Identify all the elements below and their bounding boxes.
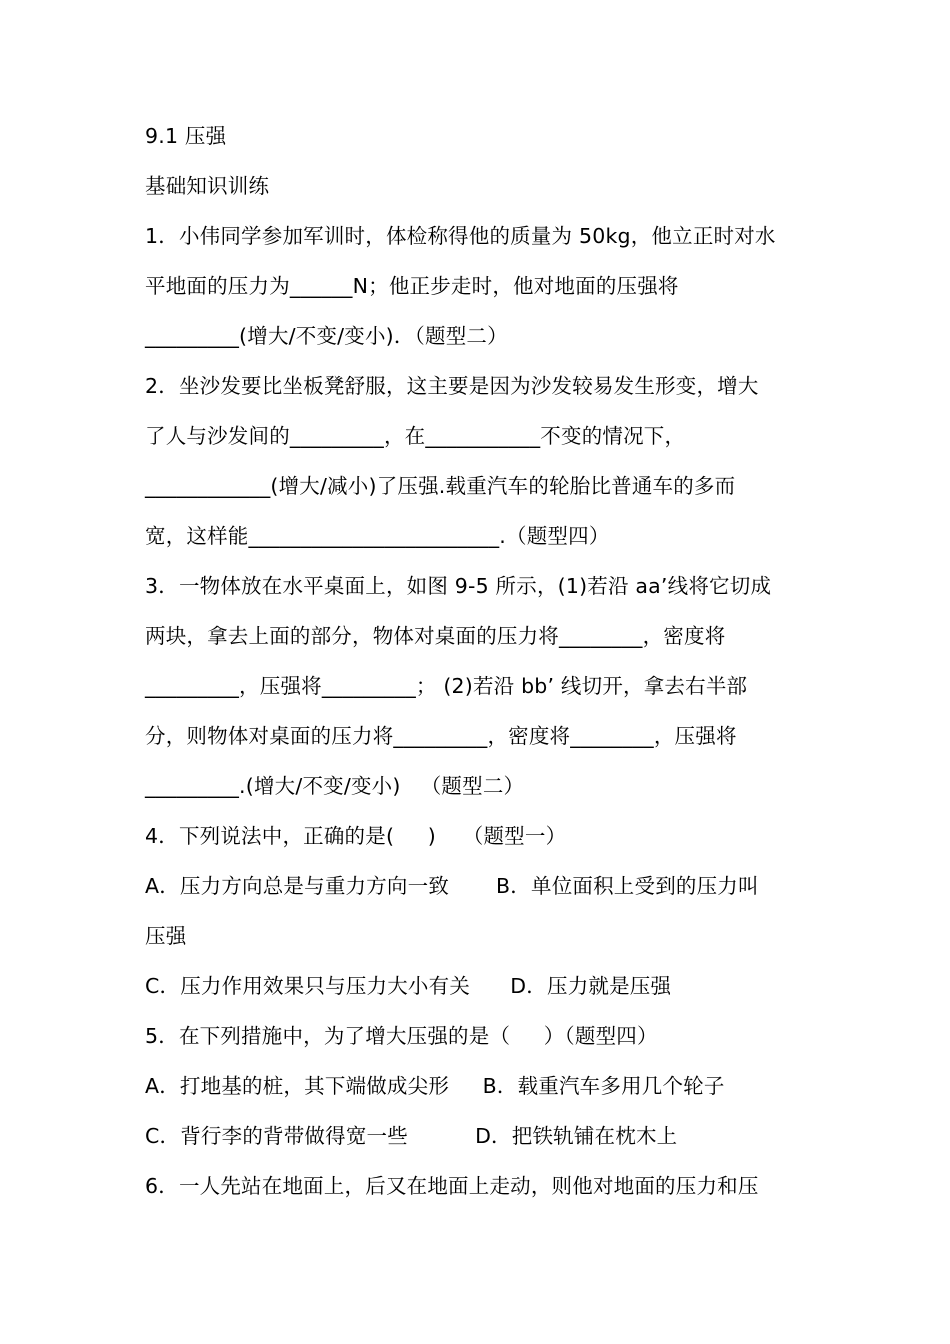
question-4-options-cd: C．压力作用效果只与压力大小有关 D．压力就是压强 xyxy=(145,974,672,998)
question-2-line-4: 宽，这样能________________________.（题型四） xyxy=(145,524,610,548)
question-5-options-cd: C．背行李的背带做得宽一些 D．把铁轨铺在枕木上 xyxy=(145,1124,678,1148)
document-title: 9.1 压强 xyxy=(145,124,227,148)
question-3-line-3: _________，压强将_________； (2)若沿 bb’ 线切开，拿去右半部 xyxy=(145,674,748,698)
question-2-line-2: 了人与沙发间的_________，在___________不变的情况下， xyxy=(145,424,686,448)
question-5-options-ab: A．打地基的桩，其下端做成尖形 B．载重汽车多用几个轮子 xyxy=(145,1074,725,1098)
question-4-options-ab: A．压力方向总是与重力方向一致 B．单位面积上受到的压力叫 xyxy=(145,874,759,898)
question-5-stem: 5．在下列措施中，为了增大压强的是（ ）（题型四） xyxy=(145,1024,658,1048)
question-4-option-b-cont: 压强 xyxy=(145,924,187,948)
section-heading: 基础知识训练 xyxy=(145,174,270,198)
question-2-line-1: 2．坐沙发要比坐板凳舒服，这主要是因为沙发较易发生形变，增大 xyxy=(145,374,759,398)
question-1-line-1: 1．小伟同学参加军训时，体检称得他的质量为 50kg，他立正时对水 xyxy=(145,224,776,248)
question-3-line-4: 分，则物体对桌面的压力将_________，密度将________，压强将 xyxy=(145,724,737,748)
question-4-stem: 4．下列说法中，正确的是( ) （题型一） xyxy=(145,824,567,848)
question-1-line-3: _________(增大/不变/变小)．（题型二） xyxy=(145,324,508,348)
question-3-line-2: 两块，拿去上面的部分，物体对桌面的压力将________，密度将 xyxy=(145,624,726,648)
question-3-line-1: 3．一物体放在水平桌面上，如图 9-5 所示，(1)若沿 aa’线将它切成 xyxy=(145,574,772,598)
question-6-stem: 6．一人先站在地面上，后又在地面上走动，则他对地面的压力和压 xyxy=(145,1174,759,1198)
question-1-line-2: 平地面的压力为______N；他正步走时，他对地面的压强将 xyxy=(145,274,679,298)
question-2-line-3: ____________(增大/减小)了压强.载重汽车的轮胎比普通车的多而 xyxy=(145,474,736,498)
question-3-line-5: _________.(增大/不变/变小) （题型二） xyxy=(145,774,525,798)
